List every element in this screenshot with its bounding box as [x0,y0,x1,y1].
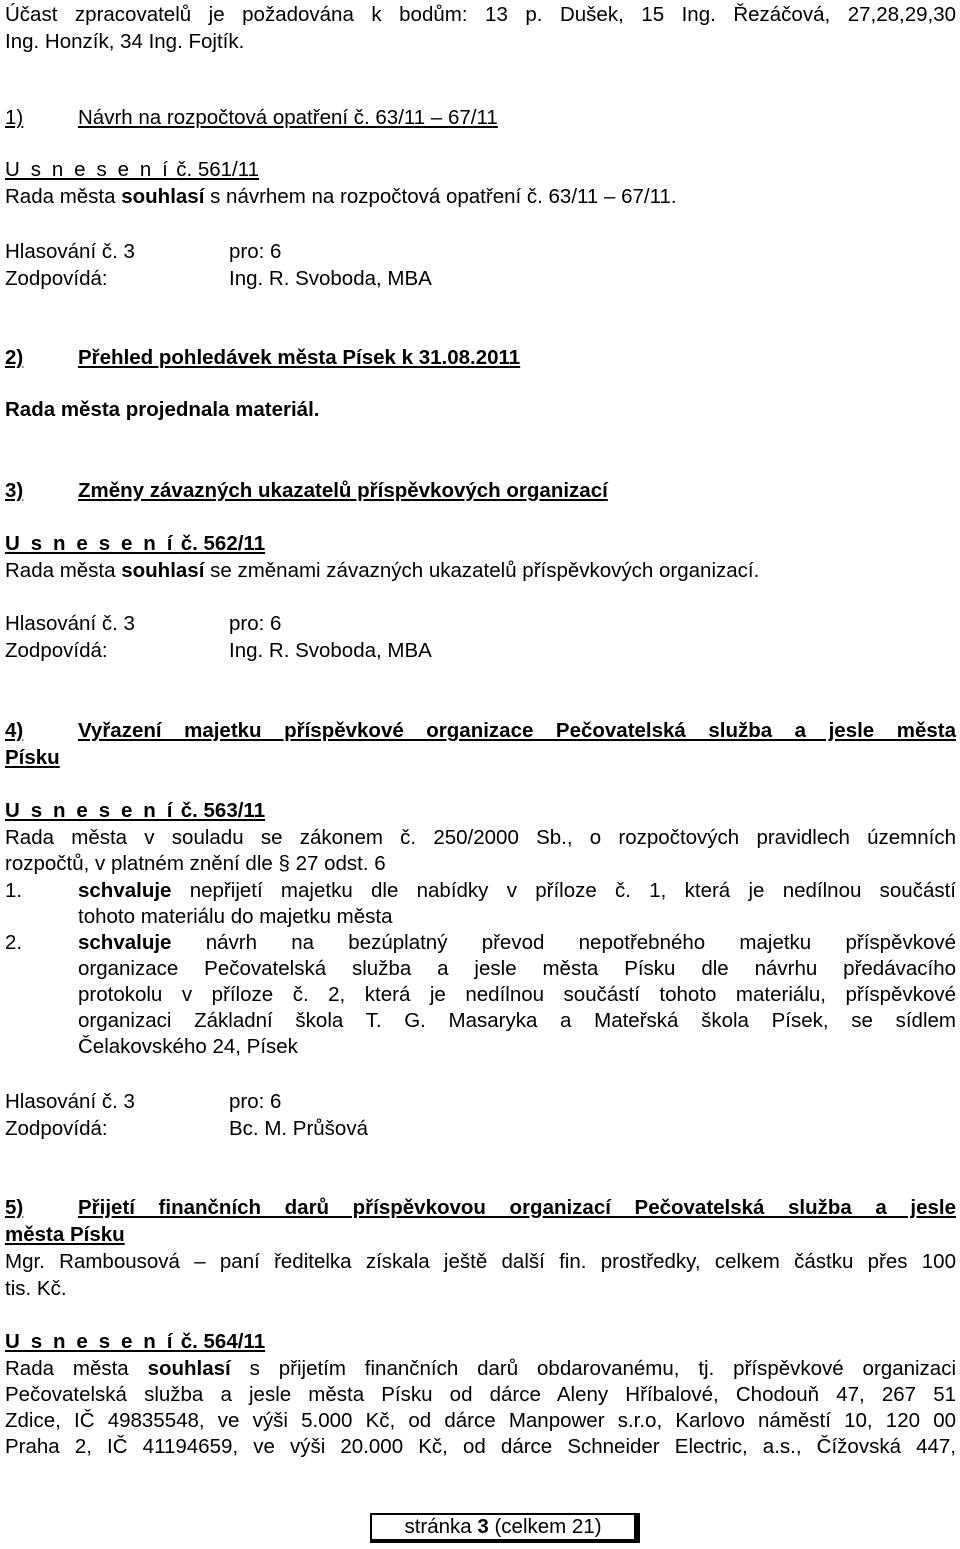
page-footer: stránka 3 (celkem 21) [370,1513,640,1543]
item2-heading [5,346,520,370]
item5-resolution [5,1330,265,1354]
item5-title-line-1: Přijetí finančních darů příspěvkovou organizací Pečovatelská služba a jesle [78,1196,956,1219]
item5-resolution-number: č. 564/11 [180,1330,266,1353]
item5-note-line-2: tis. Kč. [5,1277,67,1300]
item1-title: Návrh na rozpočtová opatření č. 63/11 – 67/11 [78,106,498,129]
item4-point-1-line-2: tohoto materiálu do majetku města [78,905,393,928]
item5-resolution-label: U s n e s e n í [5,1330,176,1353]
item1-heading [5,106,498,130]
item3-responsible-value: Ing. R. Svoboda, MBA [229,639,432,662]
item1-number: 1) [5,106,24,129]
item4-resolution [5,799,265,823]
item4-point-2-number: 2. [5,931,23,954]
item1-resolution-label: U s n e s e n í [5,158,171,181]
page-number: 3 [477,1515,489,1538]
item5-title-line-2: města Písku [5,1223,125,1246]
item3-number: 3) [5,479,24,502]
item3-vote-value: pro: 6 [229,612,282,635]
item1-verb: souhlasí [121,185,205,208]
item4-point-2-line-3: protokolu v příloze č. 2, která je nedílnou součástí tohoto materiálu, příspěvkové [78,983,956,1006]
intro-line-1: Účast zpracovatelů je požadována k bodům: 13 p. Dušek, 15 Ing. Řezáčová, 27,28,29,30 [5,3,956,26]
item1-responsible-value: Ing. R. Svoboda, MBA [229,267,432,290]
item4-vote-value: pro: 6 [229,1090,282,1113]
item5-note-line-1: Mgr. Rambousová – paní ředitelka získala ještě další fin. prostředky, celkem částku přes 100 [5,1250,956,1273]
item3-resolution [5,532,265,556]
item4-responsible [5,1117,368,1141]
item4-vote-label: Hlasování č. 3 [5,1090,135,1113]
item1-responsible [5,267,432,291]
item3-vote-label: Hlasování č. 3 [5,612,135,635]
item4-point-2-line-1: schvaluje návrh na bezúplatný převod nepotřebného majetku příspěvkové [78,931,956,954]
item5-text-line-4: Praha 2, IČ 41194659, ve výši 20.000 Kč, od dárce Schneider Electric, a.s., Čížovská 447, [5,1435,956,1458]
item5-number: 5) [5,1196,24,1219]
item3-responsible-label: Zodpovídá: [5,639,108,662]
item1-vote-label: Hlasování č. 3 [5,240,135,263]
item1-responsible-label: Zodpovídá: [5,267,108,290]
item5-text-line-3: Zdice, IČ 49835548, ve výši 5.000 Kč, od dárce Manpower s.r.o, Karlovo náměstí 10, 120 00 [5,1409,956,1432]
item4-point-1-number: 1. [5,879,23,902]
item3-title: Změny závazných ukazatelů příspěvkových organizací [78,479,608,502]
item1-vote [5,240,281,264]
item4-point-1-line-1: schvaluje nepřijetí majetku dle nabídky v příloze č. 1, která je nedílnou součástí [78,879,956,902]
item1-resolution-number: č. 561/11 [176,158,260,181]
item2-number: 2) [5,346,24,369]
item4-number: 4) [5,719,24,742]
item4-point-2-line-2: organizace Pečovatelská služba a jesle města Písku dle návrhu předávacího [78,957,956,980]
item4-title-line-2: Písku [5,746,60,769]
item5-text-line-1: Rada města souhlasí s přijetím finančních darů obdarovanému, tj. příspěvkové organizaci [5,1357,956,1380]
item4-heading [5,719,956,743]
item5-heading [5,1196,956,1220]
item4-responsible-label: Zodpovídá: [5,1117,108,1140]
item3-resolution-number: č. 562/11 [180,532,266,555]
item1-vote-value: pro: 6 [229,240,282,263]
item4-point-2-line-4: organizaci Základní škola T. G. Masaryka a Mateřská škola Písek, se sídlem [78,1009,956,1032]
item4-title-line-1: Vyřazení majetku příspěvkové organizace Pečovatelská služba a jesle města [78,719,956,742]
item5-text-line-2: Pečovatelská služba a jesle města Písku od dárce Aleny Hříbalové, Chodouň 47, 267 51 [5,1383,956,1406]
item3-text: Rada města souhlasí se změnami závazných ukazatelů příspěvkových organizací. [5,559,760,582]
item5-verb: souhlasí [147,1357,231,1380]
item1-text: Rada města souhlasí s návrhem na rozpočtová opatření č. 63/11 – 67/11. [5,185,677,208]
item4-intro-line-2: rozpočtů, v platném znění dle § 27 odst. 6 [5,852,386,875]
item3-responsible [5,639,432,663]
item3-heading [5,479,608,503]
item4-resolution-number: č. 563/11 [180,799,266,822]
item4-responsible-value: Bc. M. Průšová [229,1117,368,1140]
item4-resolution-label: U s n e s e n í [5,799,176,822]
item3-resolution-label: U s n e s e n í [5,532,176,555]
item2-text: Rada města projednala materiál. [5,398,320,421]
intro-line-2: Ing. Honzík, 34 Ing. Fojtík. [5,30,245,53]
item2-title: Přehled pohledávek města Písek k 31.08.2011 [78,346,521,369]
item3-vote [5,612,281,636]
item1-resolution [5,158,259,182]
item4-vote [5,1090,281,1114]
item3-verb: souhlasí [121,559,205,582]
item4-point-2-line-5: Čelakovského 24, Písek [78,1035,298,1058]
item4-intro-line-1: Rada města v souladu se zákonem č. 250/2000 Sb., o rozpočtových pravidlech územních [5,826,956,849]
